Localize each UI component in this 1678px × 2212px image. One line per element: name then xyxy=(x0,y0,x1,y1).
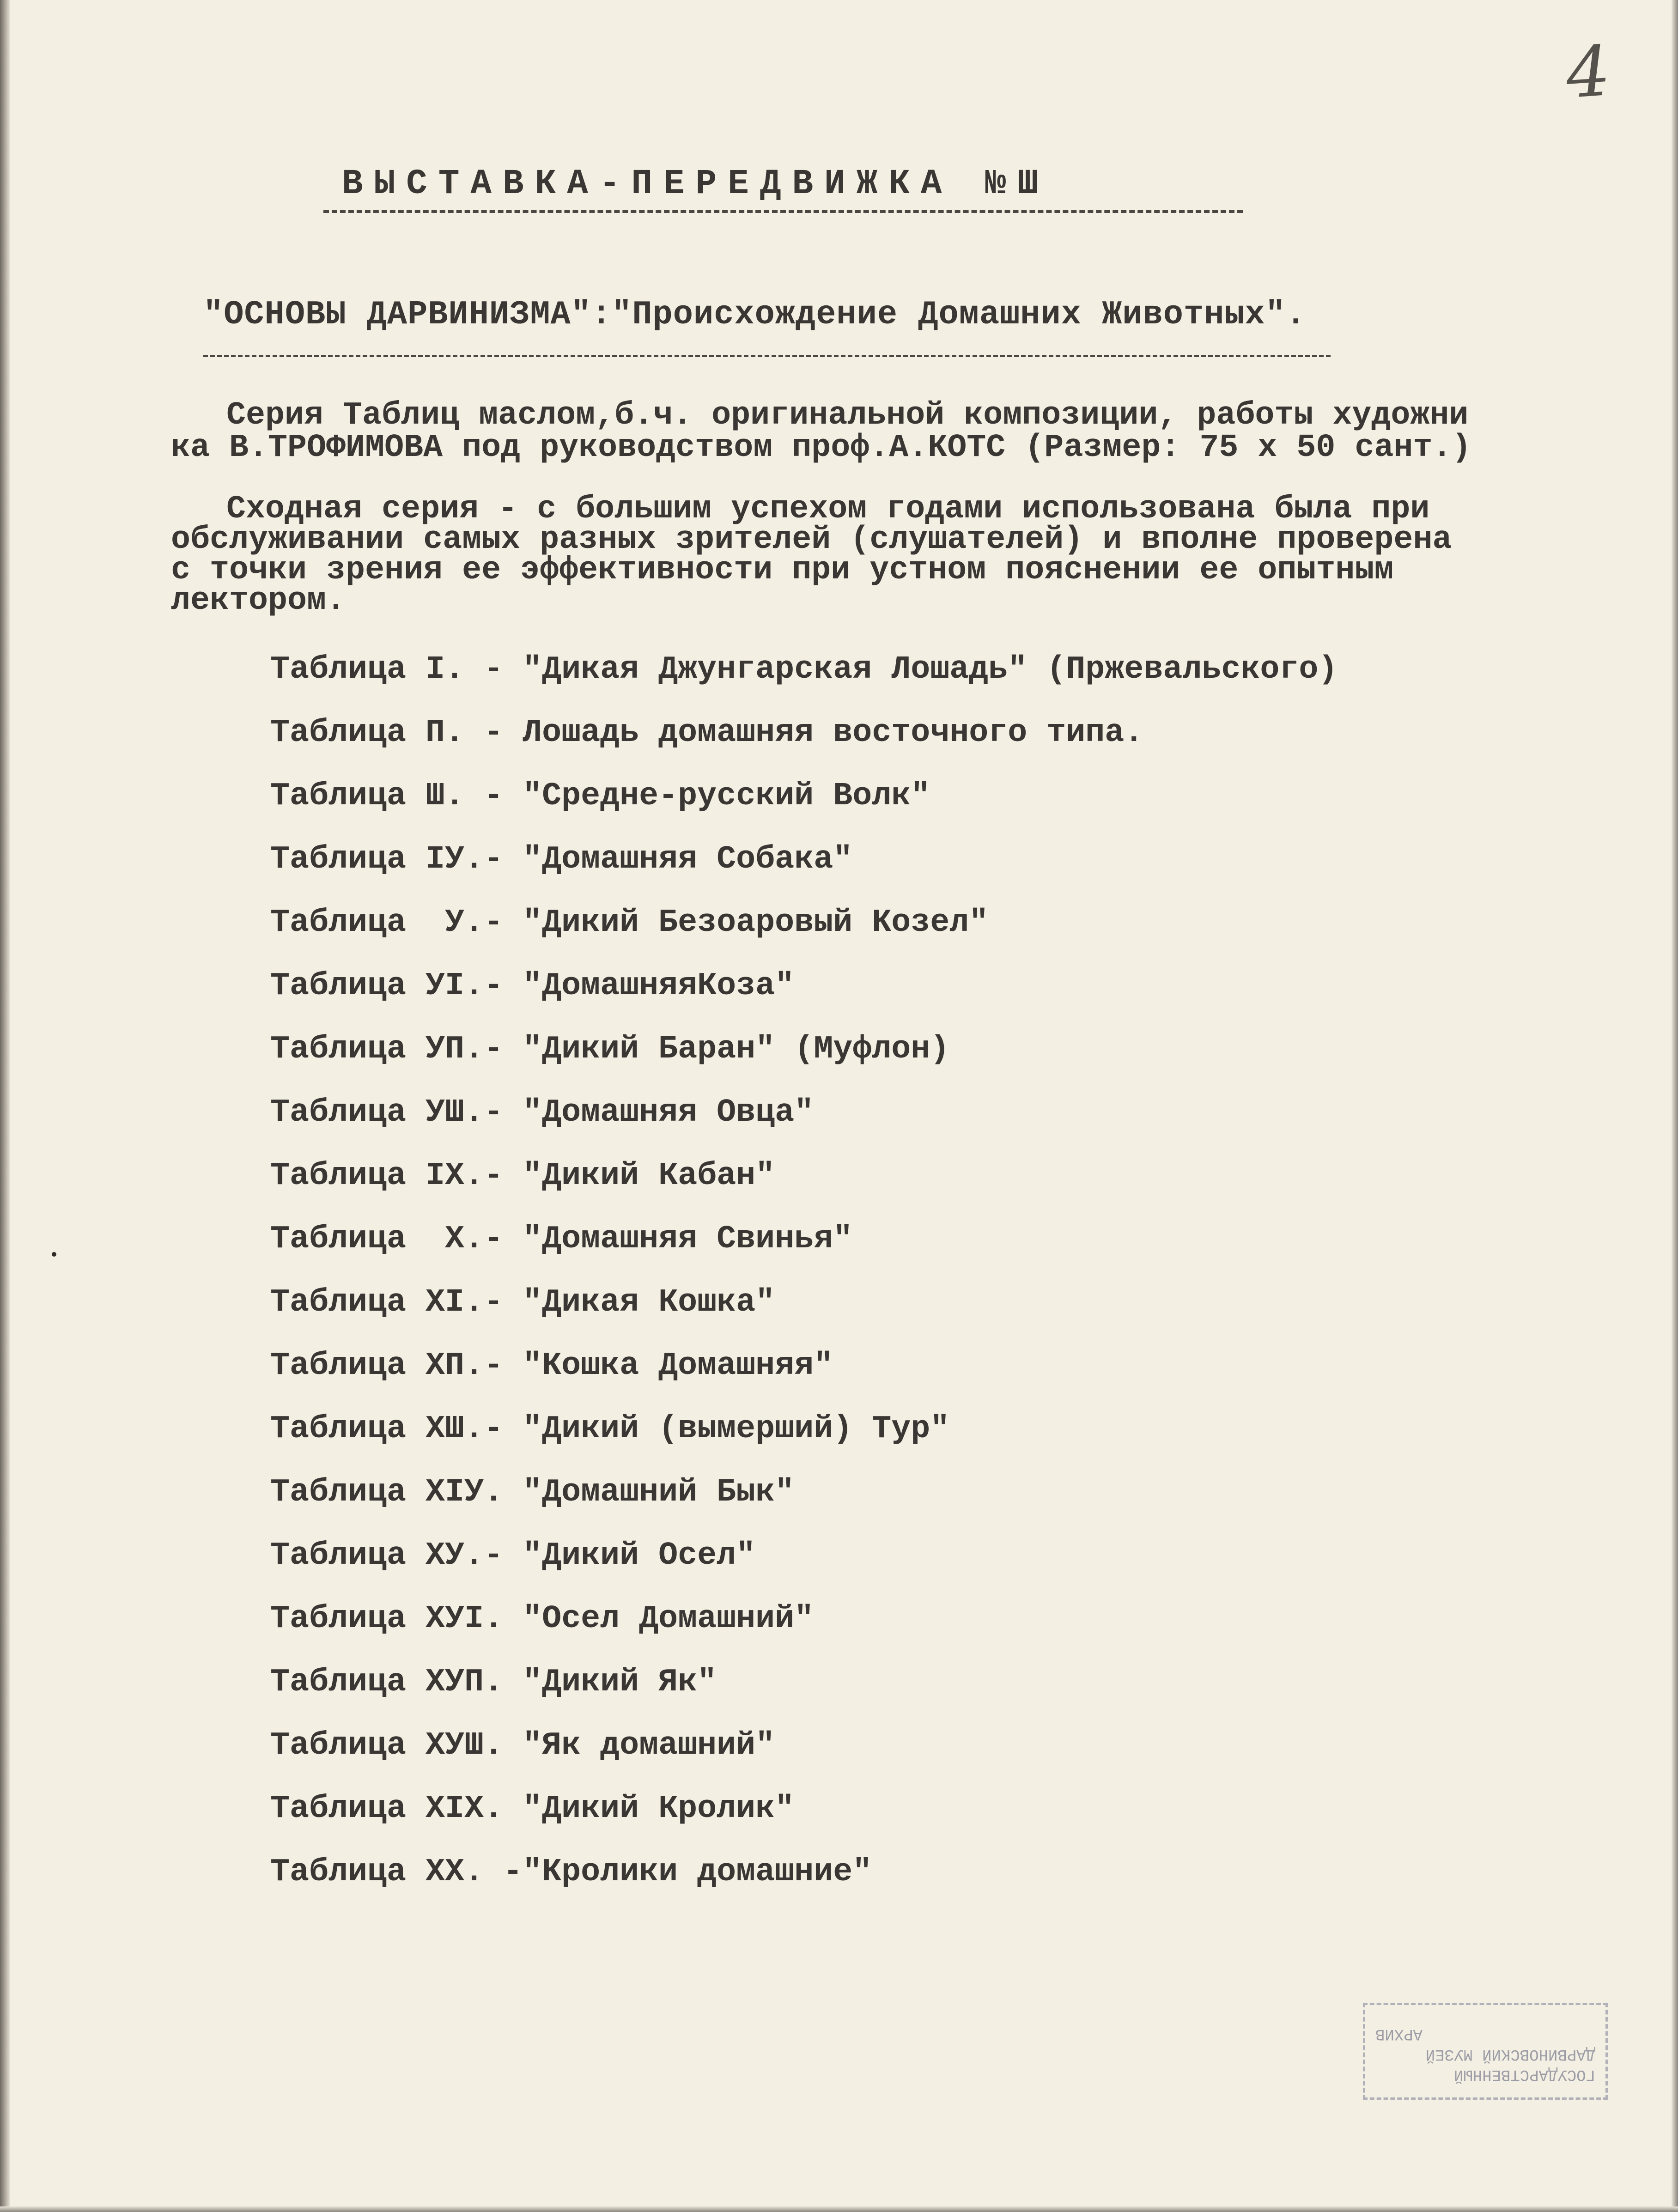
title-underline xyxy=(323,210,1243,213)
table-entry xyxy=(270,968,794,1004)
table-label: Таблица ХП.- xyxy=(270,1348,523,1384)
table-title: "Домашняя Собака" xyxy=(523,841,853,878)
table-label: Таблица IУ.- xyxy=(270,841,523,878)
table-label: Таблица ХI.- xyxy=(270,1284,523,1321)
document-title: ВЫСТАВКА-ПЕРЕДВИЖКА №Ш xyxy=(342,164,1050,204)
table-entry xyxy=(270,1474,794,1511)
table-label: Таблица ХУШ. xyxy=(270,1727,523,1764)
table-title: Лошадь домашняя восточного типа. xyxy=(523,715,1144,751)
table-title: "Домашняя Овца" xyxy=(523,1094,814,1131)
subtitle-underline xyxy=(203,355,1331,357)
table-title: "Домашний Бык" xyxy=(523,1474,795,1511)
table-entry xyxy=(270,1221,852,1258)
table-label: Таблица ХIУ. xyxy=(270,1474,523,1511)
ink-speck xyxy=(52,1252,56,1257)
description-line-1: Сходная серия - с большим успехом годами использована была при xyxy=(226,491,1430,528)
table-label: Таблица ХУ.- xyxy=(270,1537,523,1574)
table-title: "Осел Домашний" xyxy=(523,1601,814,1637)
table-label: Таблица I. - xyxy=(270,651,523,688)
table-title: "Дикая Кошка" xyxy=(523,1284,775,1321)
page-right-edge xyxy=(1672,0,1678,2212)
table-entry xyxy=(270,1284,775,1321)
table-label: Таблица П. - xyxy=(270,715,523,751)
table-entry xyxy=(270,651,1338,688)
table-label: Таблица ХШ.- xyxy=(270,1411,523,1447)
table-entry xyxy=(270,1854,872,1890)
table-entry xyxy=(270,905,988,941)
table-label: Таблица Ш. - xyxy=(270,778,523,814)
table-label: Таблица ХУI. xyxy=(270,1601,523,1637)
description-line-2: обслуживании самых разных зрителей (слушателей) и вполне проверена xyxy=(171,522,1452,558)
intro-line-2: ка В.ТРОФИМОВА под руководством проф.А.КОТС (Размер: 75 х 50 сант.) xyxy=(171,430,1471,466)
table-label: Таблица ХХ. - xyxy=(270,1854,523,1890)
table-entry xyxy=(270,778,930,814)
table-entry xyxy=(270,1664,717,1701)
table-title: "ДомашняяКоза" xyxy=(523,968,795,1004)
table-label: Таблица УI.- xyxy=(270,968,523,1004)
table-title: "Средне-русский Волк" xyxy=(523,778,930,814)
table-entry xyxy=(270,1537,755,1574)
table-entry xyxy=(270,1411,949,1447)
table-entry xyxy=(270,1031,949,1068)
archive-stamp xyxy=(1363,2003,1608,2100)
table-title: "Дикий Кролик" xyxy=(523,1791,795,1827)
table-entry xyxy=(270,715,1143,751)
description-line-3: с точки зрения ее эффективности при устном пояснении ее опытным xyxy=(171,552,1394,589)
table-entry xyxy=(270,1791,794,1827)
handwritten-page-number: 4 xyxy=(1563,30,1613,115)
intro-line-1: Серия Таблиц маслом,б.ч. оригинальной композиции, работы художни xyxy=(226,397,1469,434)
table-title: "Дикая Джунгарская Лошадь" (Пржевальского) xyxy=(523,651,1338,688)
table-label: Таблица ХУП. xyxy=(270,1664,523,1701)
stamp-line-3: АРХИВ xyxy=(1375,2025,1423,2042)
table-entry xyxy=(270,1348,833,1384)
table-title: "Дикий Кабан" xyxy=(523,1158,775,1194)
table-entry xyxy=(270,1727,775,1764)
page-binding-edge xyxy=(0,0,10,2212)
document-subtitle: "ОСНОВЫ ДАРВИНИЗМА":"Происхождение Домашних Животных". xyxy=(203,296,1307,334)
table-label: Таблица УШ.- xyxy=(270,1094,523,1131)
table-label: Таблица УП.- xyxy=(270,1031,523,1068)
table-title: "Дикий Баран" (Муфлон) xyxy=(523,1031,950,1068)
stamp-line-1: ГОСУДАРСТВЕННЫЙ xyxy=(1453,2066,1595,2083)
intro-paragraph xyxy=(171,397,1471,466)
table-label: Таблица Х.- xyxy=(270,1221,523,1258)
table-label: Таблица IХ.- xyxy=(270,1158,523,1194)
table-title: "Дикий Як" xyxy=(523,1664,717,1701)
table-entry xyxy=(270,1601,814,1637)
table-entry xyxy=(270,841,852,878)
page-bottom-edge xyxy=(0,2206,1678,2212)
table-label: Таблица У.- xyxy=(270,905,523,941)
stamp-line-2: ДАРВИНОВСКИЙ МУЗЕЙ xyxy=(1425,2045,1595,2063)
table-title: "Дикий (вымерший) Тур" xyxy=(523,1411,950,1447)
description-paragraph xyxy=(171,491,1452,619)
table-title: "Кролики домашние" xyxy=(523,1854,872,1890)
description-line-4: лектором. xyxy=(171,583,346,619)
table-title: "Домашняя Свинья" xyxy=(523,1221,853,1258)
table-entry xyxy=(270,1094,814,1131)
table-label: Таблица ХIХ. xyxy=(270,1791,523,1827)
table-entry xyxy=(270,1158,775,1194)
table-title: "Як домашний" xyxy=(523,1727,775,1764)
table-title: "Дикий Безоаровый Козел" xyxy=(523,905,989,941)
table-title: "Дикий Осел" xyxy=(523,1537,756,1574)
table-title: "Кошка Домашняя" xyxy=(523,1348,833,1384)
